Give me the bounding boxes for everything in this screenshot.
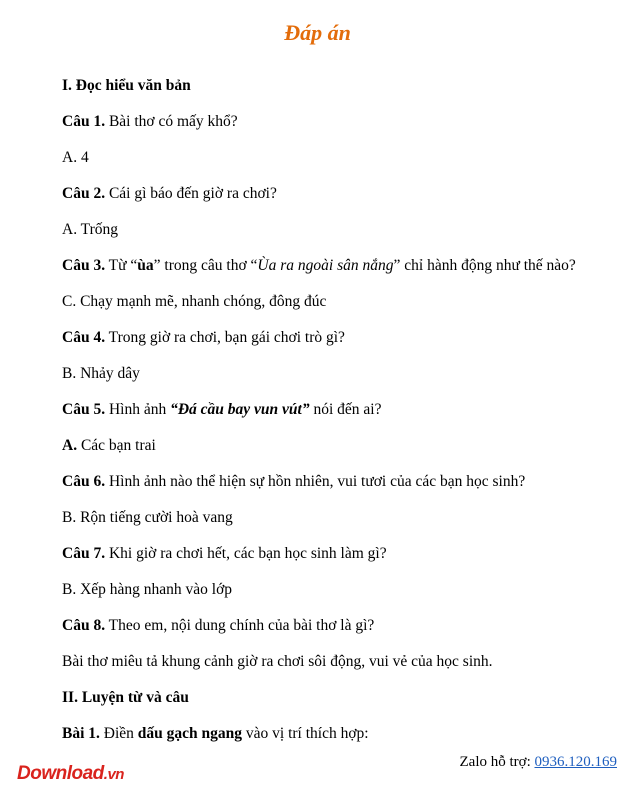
line-ex1 (62, 716, 622, 752)
text-segment: B. Rộn tiếng cười hoà vang (62, 509, 233, 526)
text-segment: Hình ảnh nào thể hiện sự hồn nhiên, vui tươi của các bạn học sinh? (105, 473, 526, 490)
text-segment: A. 4 (62, 149, 89, 166)
text-segment (170, 401, 310, 418)
line-a8 (62, 644, 622, 680)
text-segment: “Đá cầu bay vun vút” (170, 401, 310, 418)
text-segment: Câu 4. (62, 329, 106, 346)
text-segment: I. Đọc hiểu văn bản (62, 77, 191, 94)
logo-main-text: Download (17, 763, 104, 784)
line-a1 (62, 140, 622, 176)
text-segment: Bài 1. (62, 725, 100, 742)
text-segment: dấu gạch ngang (137, 725, 243, 742)
line-a4 (62, 356, 622, 392)
line-a5 (62, 428, 622, 464)
text-segment: B. Xếp hàng nhanh vào lớp (62, 581, 233, 598)
text-segment: A. (62, 437, 78, 454)
line-q3 (62, 248, 622, 284)
text-segment: Câu 1. (62, 113, 106, 130)
download-logo[interactable] (17, 763, 124, 785)
logo-suffix-text: .vn (103, 766, 124, 783)
text-segment: Bài thơ có mấy khổ? (105, 113, 238, 130)
line-q1 (62, 104, 622, 140)
text-segment: A. Trống (62, 221, 118, 238)
text-segment: Câu 2. (62, 185, 106, 202)
text-segment: Bài thơ miêu tả khung cảnh giờ ra chơi sôi động, vui vẻ của học sinh. (62, 653, 493, 670)
line-q5 (62, 392, 622, 428)
text-segment: ùa (137, 257, 154, 274)
line-a6 (62, 500, 622, 536)
text-segment: Điền (99, 725, 138, 742)
text-segment: Ùa ra ngoài sân nắng (257, 257, 394, 274)
text-segment: Cái gì báo đến giờ ra chơi? (105, 185, 277, 202)
text-segment: nói đến ai? (309, 401, 382, 418)
text-segment: Trong giờ ra chơi, bạn gái chơi trò gì? (105, 329, 345, 346)
line-a2 (62, 212, 622, 248)
support-phone-link[interactable]: 0936.120.169 (534, 754, 617, 770)
answer-content (62, 68, 622, 752)
line-q7 (62, 536, 622, 572)
text-segment: B. Nhảy dây (62, 365, 140, 382)
text-segment: Câu 6. (62, 473, 106, 490)
line-section-2 (62, 680, 622, 716)
line-a7 (62, 572, 622, 608)
text-segment: Hình ảnh (105, 401, 171, 418)
footer (0, 751, 635, 801)
text-segment: ” chỉ hành động như thế nào? (393, 257, 576, 274)
line-q8 (62, 608, 622, 644)
support-label: Zalo hỗ trợ: (459, 754, 535, 770)
support-contact (460, 754, 618, 771)
text-segment: Câu 7. (62, 545, 106, 562)
page-title: Đáp án (284, 20, 351, 45)
text-segment: Khi giờ ra chơi hết, các bạn học sinh làm gì? (105, 545, 387, 562)
text-segment: Câu 5. (62, 401, 106, 418)
line-section-1 (62, 68, 622, 104)
text-segment: Theo em, nội dung chính của bài thơ là gì? (105, 617, 375, 634)
text-segment: Câu 3. (62, 257, 106, 274)
line-q2 (62, 176, 622, 212)
line-q6 (62, 464, 622, 500)
text-segment: ” trong câu thơ “ (153, 257, 258, 274)
text-segment: Từ “ (105, 257, 138, 274)
text-segment: vào vị trí thích hợp: (242, 725, 369, 742)
text-segment: Các bạn trai (77, 437, 156, 454)
line-q4 (62, 320, 622, 356)
line-a3 (62, 284, 622, 320)
text-segment: II. Luyện từ và câu (62, 689, 189, 706)
text-segment: C. Chạy mạnh mẽ, nhanh chóng, đông đúc (62, 293, 327, 310)
text-segment: Câu 8. (62, 617, 106, 634)
